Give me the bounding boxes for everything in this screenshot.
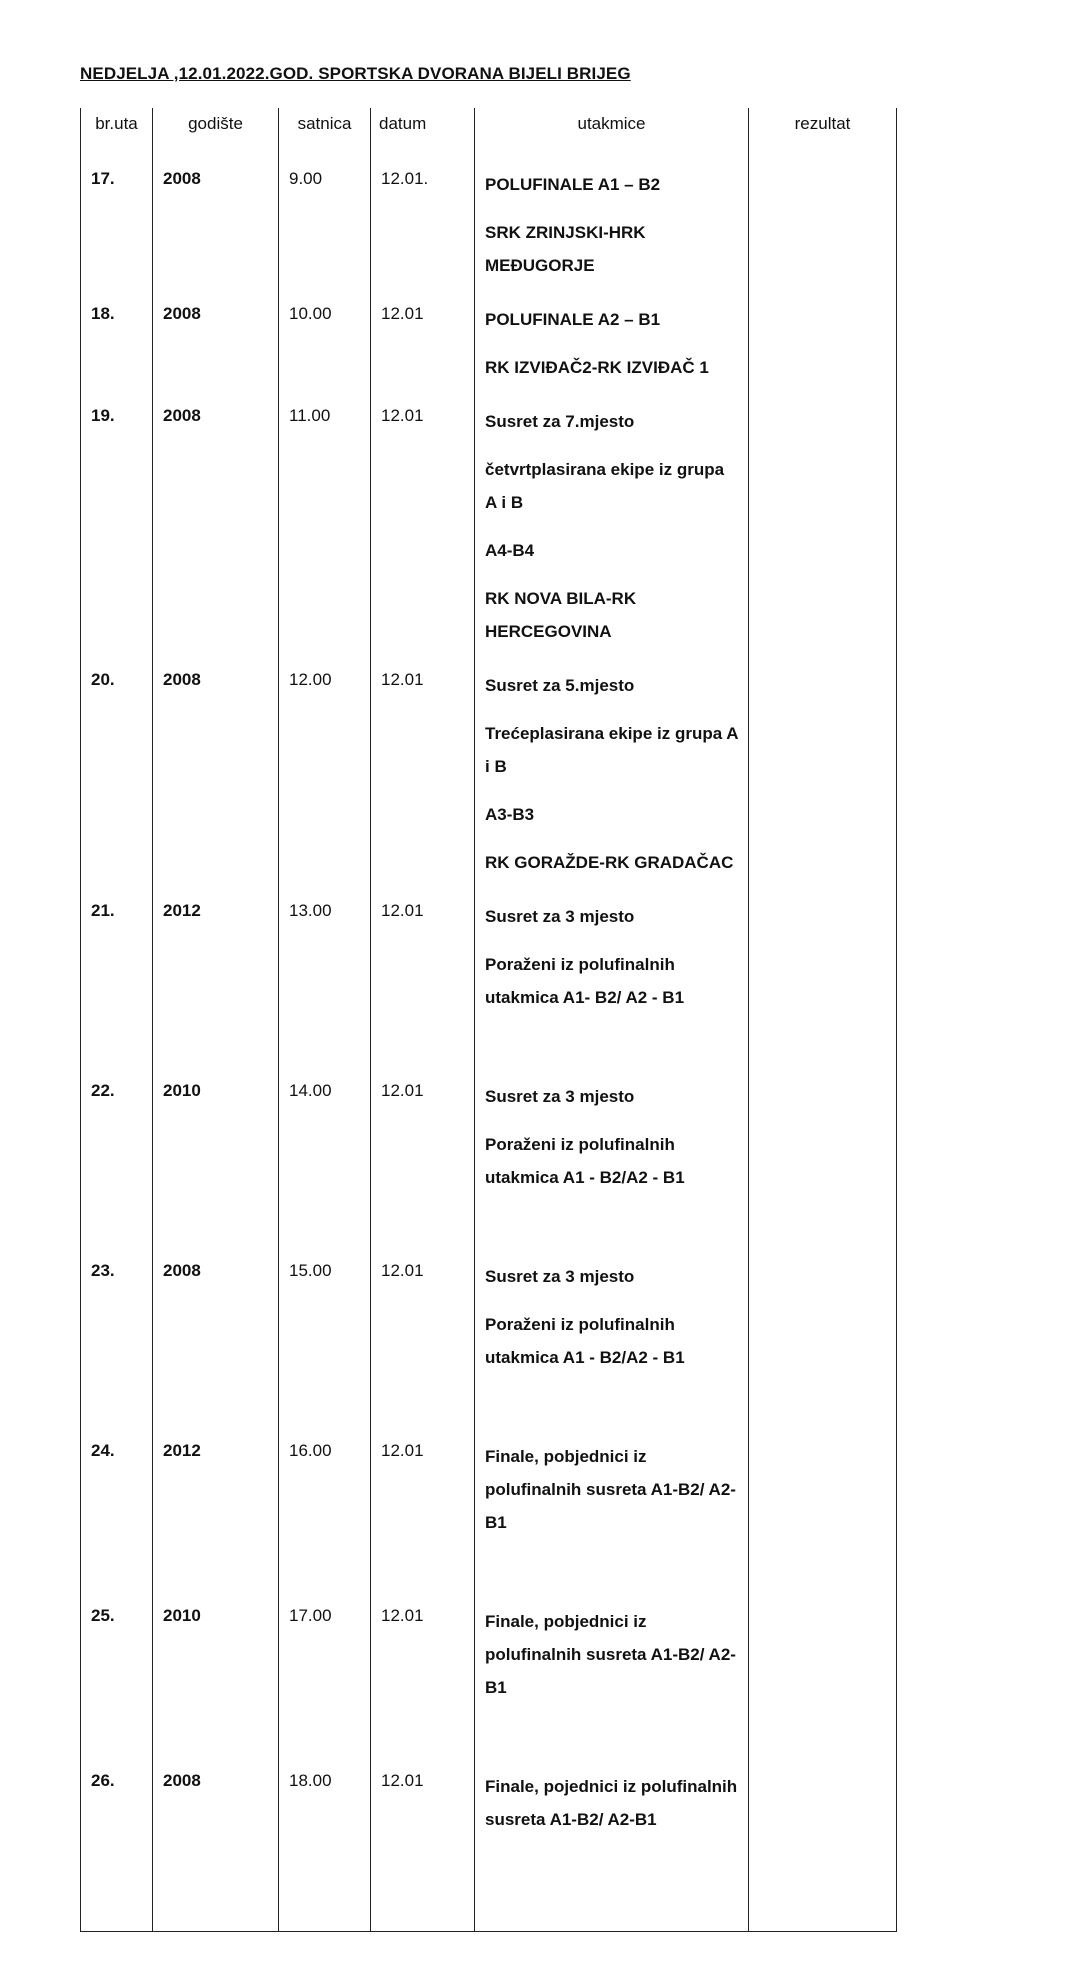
match-description (475, 1254, 749, 1434)
header-row (81, 108, 897, 162)
match-line: SRK ZRINJSKI-HRK MEĐUGORJE (485, 223, 646, 275)
match-description (475, 1434, 749, 1599)
match-time: 11.00 (279, 399, 371, 663)
match-number: 17. (81, 162, 153, 297)
match-line: Poraženi iz polufinalnih utakmica A1 - B2/A2 - B1 (485, 1315, 685, 1367)
match-line: Poraženi iz polufinalnih utakmica A1 - B2/A2 - B1 (485, 1135, 685, 1187)
birth-year: 2012 (153, 1434, 279, 1599)
table-row (81, 1434, 897, 1599)
match-date: 12.01 (371, 399, 475, 663)
match-line: Susret za 3 mjesto (485, 1267, 635, 1286)
match-result (749, 162, 897, 297)
header-date: datum (371, 108, 475, 162)
match-result (749, 399, 897, 663)
match-line: RK NOVA BILA-RK HERCEGOVINA (485, 589, 637, 641)
birth-year: 2008 (153, 1764, 279, 1931)
match-description (475, 1599, 749, 1764)
table-row (81, 399, 897, 663)
match-result (749, 297, 897, 399)
match-time: 10.00 (279, 297, 371, 399)
match-time: 13.00 (279, 894, 371, 1074)
match-description (475, 162, 749, 297)
match-line: A4-B4 (485, 541, 535, 560)
table-row (81, 297, 897, 399)
table-row (81, 1254, 897, 1434)
match-time: 18.00 (279, 1764, 371, 1931)
birth-year: 2008 (153, 1254, 279, 1434)
match-line: Trećeplasirana ekipe iz grupa A i B (485, 724, 738, 776)
match-result (749, 1434, 897, 1599)
match-description (475, 1074, 749, 1254)
birth-year: 2010 (153, 1599, 279, 1764)
match-number: 26. (81, 1764, 153, 1931)
table-row (81, 894, 897, 1074)
match-line: Finale, pobjednici iz polufinalnih susreta A1-B2/ A2-B1 (485, 1447, 736, 1532)
match-date: 12.01 (371, 1599, 475, 1764)
match-date: 12.01 (371, 894, 475, 1074)
match-number: 21. (81, 894, 153, 1074)
match-result (749, 1254, 897, 1434)
match-number: 23. (81, 1254, 153, 1434)
match-number: 19. (81, 399, 153, 663)
match-number: 24. (81, 1434, 153, 1599)
table-row (81, 162, 897, 297)
match-result (749, 1764, 897, 1931)
match-description (475, 663, 749, 894)
match-line: Susret za 5.mjesto (485, 676, 635, 695)
match-line: Susret za 3 mjesto (485, 1087, 635, 1106)
match-description (475, 894, 749, 1074)
match-description (475, 297, 749, 399)
match-date: 12.01 (371, 663, 475, 894)
birth-year: 2012 (153, 894, 279, 1074)
match-time: 15.00 (279, 1254, 371, 1434)
match-line: Poraženi iz polufinalnih utakmica A1- B2/ A2 - B1 (485, 955, 685, 1007)
header-time: satnica (279, 108, 371, 162)
match-time: 16.00 (279, 1434, 371, 1599)
match-time: 9.00 (279, 162, 371, 297)
match-time: 12.00 (279, 663, 371, 894)
header-birth-year: godište (153, 108, 279, 162)
match-number: 18. (81, 297, 153, 399)
match-number: 22. (81, 1074, 153, 1254)
match-time: 14.00 (279, 1074, 371, 1254)
table-row (81, 663, 897, 894)
header-result: rezultat (749, 108, 897, 162)
birth-year: 2010 (153, 1074, 279, 1254)
birth-year: 2008 (153, 297, 279, 399)
match-line: Finale, pobjednici iz polufinalnih susreta A1-B2/ A2-B1 (485, 1612, 736, 1697)
match-date: 12.01 (371, 1434, 475, 1599)
match-description (475, 399, 749, 663)
match-time: 17.00 (279, 1599, 371, 1764)
match-line: Susret za 7.mjesto (485, 412, 635, 431)
match-line: POLUFINALE A2 – B1 (485, 310, 661, 329)
match-date: 12.01 (371, 1764, 475, 1931)
table-row (81, 1764, 897, 1931)
match-number: 25. (81, 1599, 153, 1764)
match-result (749, 1599, 897, 1764)
birth-year: 2008 (153, 162, 279, 297)
match-line: A3-B3 (485, 805, 535, 824)
match-line: POLUFINALE A1 – B2 (485, 175, 661, 194)
match-date: 12.01 (371, 1074, 475, 1254)
match-result (749, 663, 897, 894)
header-match-number: br.uta (81, 108, 153, 162)
table-row (81, 1599, 897, 1764)
page-title: NEDJELJA ,12.01.2022.GOD. SPORTSKA DVORANA BIJELI BRIJEG (80, 64, 631, 83)
schedule-table (80, 108, 897, 1932)
match-date: 12.01 (371, 1254, 475, 1434)
match-date: 12.01 (371, 297, 475, 399)
match-line: RK GORAŽDE-RK GRADAČAC (485, 853, 734, 872)
match-line: četvrtplasirana ekipe iz grupa A i B (485, 460, 725, 512)
match-description (475, 1764, 749, 1931)
match-result (749, 894, 897, 1074)
table-row (81, 1074, 897, 1254)
match-date: 12.01. (371, 162, 475, 297)
birth-year: 2008 (153, 399, 279, 663)
match-line: Finale, pojednici iz polufinalnih susreta A1-B2/ A2-B1 (485, 1777, 738, 1829)
match-line: Susret za 3 mjesto (485, 907, 635, 926)
match-line: RK IZVIĐAČ2-RK IZVIĐAČ 1 (485, 358, 709, 377)
match-result (749, 1074, 897, 1254)
birth-year: 2008 (153, 663, 279, 894)
header-matches: utakmice (475, 108, 749, 162)
match-number: 20. (81, 663, 153, 894)
